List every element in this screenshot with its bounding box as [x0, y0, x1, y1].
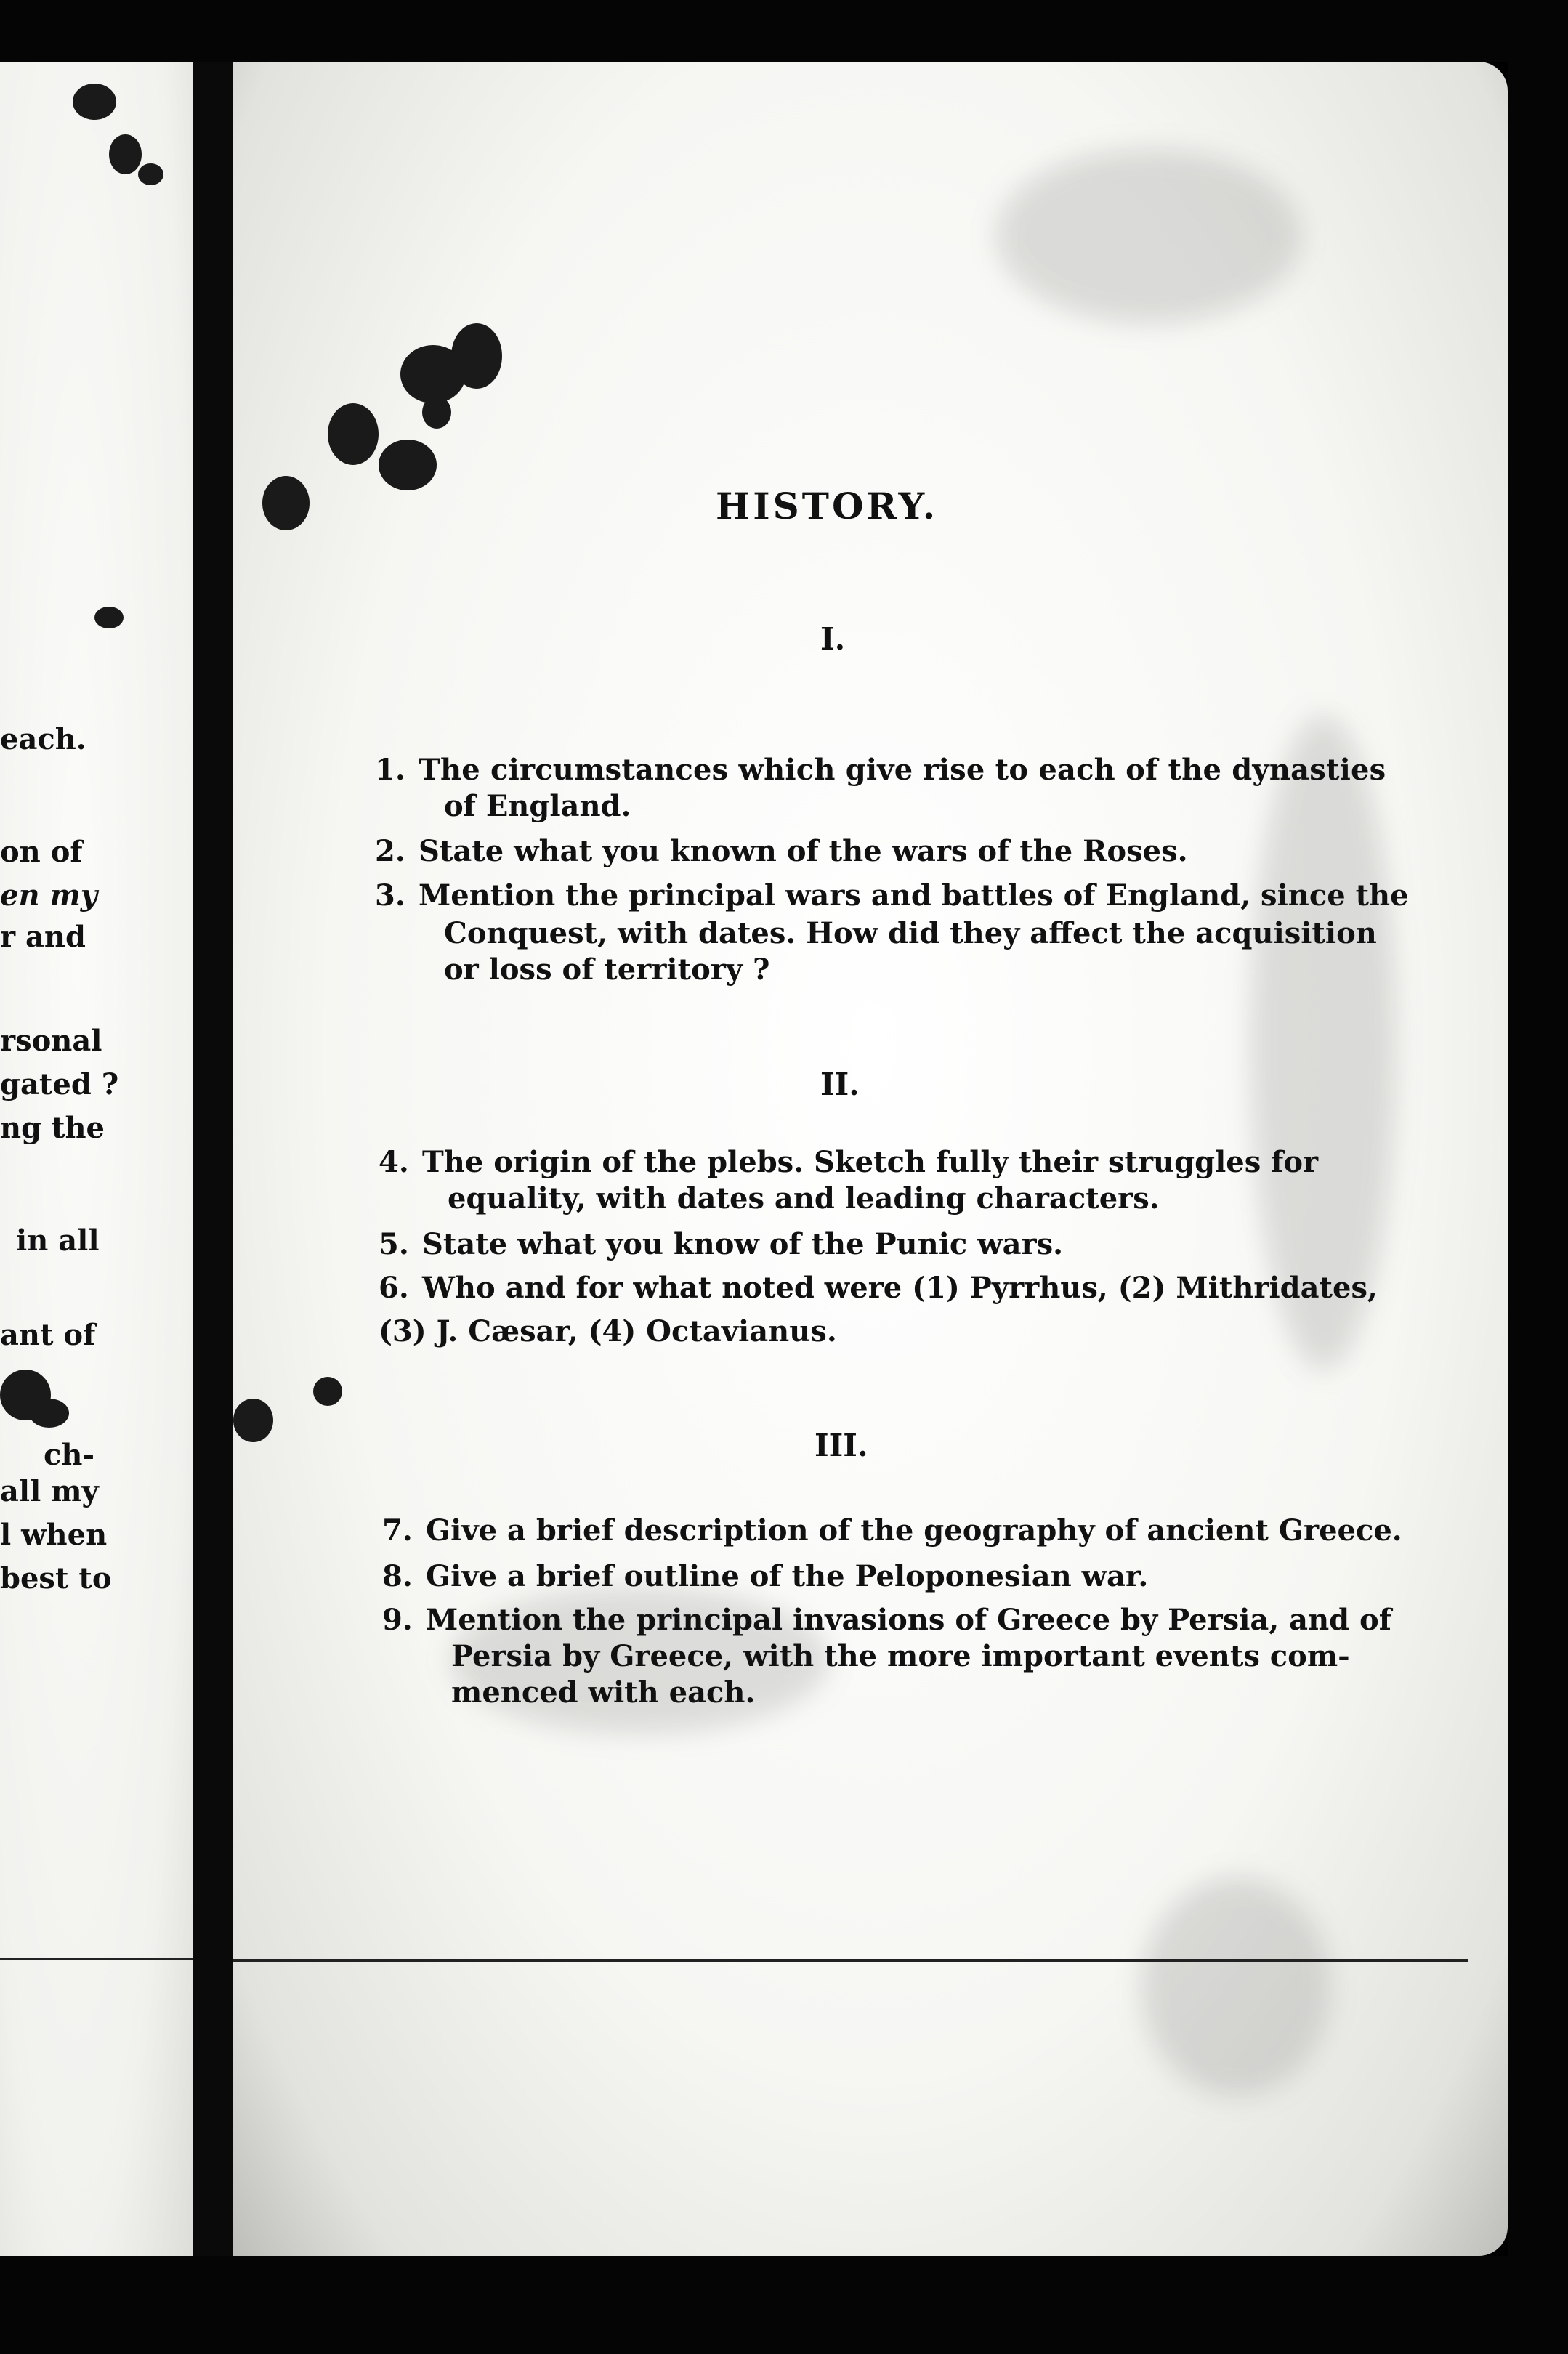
history-exam-page	[233, 62, 1508, 2256]
ink-stain	[313, 1377, 342, 1406]
question-1-line: The circumstances which give rise to each of the dynasties	[419, 753, 1386, 787]
left-fragment: in all	[16, 1223, 100, 1258]
question-9-line: Persia by Greece, with the more important events com-	[451, 1639, 1350, 1673]
left-fragment: each.	[0, 722, 86, 756]
scan-border-top	[0, 0, 1568, 62]
question-6-line: Who and for what noted were (1) Pyrrhus, (2) Mithridates,	[422, 1271, 1378, 1305]
question-number: 3.	[375, 878, 405, 913]
question-4-line: The origin of the plebs. Sketch fully their struggles for	[422, 1145, 1319, 1179]
left-fragment: en my	[0, 878, 98, 913]
left-fragment: gated ?	[0, 1067, 119, 1101]
section-numeral-3: III.	[815, 1428, 868, 1463]
left-fragment: l when	[0, 1518, 108, 1552]
ink-stain	[29, 1399, 69, 1428]
left-fragment: all my	[0, 1474, 99, 1508]
question-9-line: menced with each.	[451, 1675, 756, 1710]
question-7-line: Give a brief description of the geography of ancient Greece.	[426, 1513, 1402, 1548]
ink-stain	[233, 1399, 273, 1442]
page-smudge	[1141, 1878, 1330, 2096]
page-rule	[0, 1958, 193, 1960]
left-facing-page	[0, 62, 193, 2256]
question-number: 6.	[379, 1271, 409, 1305]
question-number: 8.	[382, 1559, 413, 1593]
left-fragment: ng the	[0, 1111, 105, 1145]
question-number: 5.	[379, 1227, 409, 1261]
book-gutter	[193, 62, 233, 2256]
ink-stain	[328, 403, 379, 465]
scan-border-right	[1508, 0, 1568, 2354]
ink-stain	[109, 134, 142, 174]
page-rule	[233, 1959, 1468, 1962]
ink-stain	[379, 440, 437, 490]
question-4-line: equality, with dates and leading characters.	[448, 1181, 1160, 1216]
left-fragment: ch-	[44, 1438, 95, 1472]
question-3-line: Conquest, with dates. How did they affect the acquisition	[444, 916, 1377, 950]
question-9-line: Mention the principal invasions of Greece by Persia, and of	[426, 1603, 1391, 1637]
question-5-line: State what you know of the Punic wars.	[422, 1227, 1064, 1261]
question-3-line: or loss of territory ?	[444, 952, 770, 987]
question-1-line: of England.	[444, 789, 631, 823]
left-fragment: ant of	[0, 1318, 96, 1352]
question-8-line: Give a brief outline of the Peloponesian war.	[426, 1559, 1149, 1593]
section-numeral-1: I.	[820, 621, 846, 657]
question-number: 9.	[382, 1603, 413, 1637]
question-number: 7.	[382, 1513, 413, 1548]
ink-stain	[262, 476, 310, 530]
question-number: 4.	[379, 1145, 409, 1179]
ink-stain	[451, 323, 502, 389]
page-smudge	[996, 149, 1301, 323]
ink-stain	[94, 607, 124, 628]
question-3-line: Mention the principal wars and battles of England, since the	[419, 878, 1409, 913]
question-number: 1.	[375, 753, 405, 787]
question-number: 2.	[375, 834, 405, 868]
question-2-line: State what you known of the wars of the Roses.	[419, 834, 1188, 868]
section-numeral-2: II.	[820, 1067, 860, 1102]
left-fragment: on of	[0, 835, 83, 869]
ink-stain	[138, 163, 163, 185]
left-fragment: best to	[0, 1561, 112, 1595]
page-title: HISTORY.	[716, 485, 939, 527]
left-fragment: r and	[0, 920, 86, 954]
scan-border-bottom	[0, 2256, 1568, 2354]
left-fragment: rsonal	[0, 1024, 102, 1058]
ink-stain	[73, 84, 116, 120]
question-6-line: (3) J. Cæsar, (4) Octavianus.	[379, 1314, 837, 1348]
ink-stain	[422, 396, 451, 429]
